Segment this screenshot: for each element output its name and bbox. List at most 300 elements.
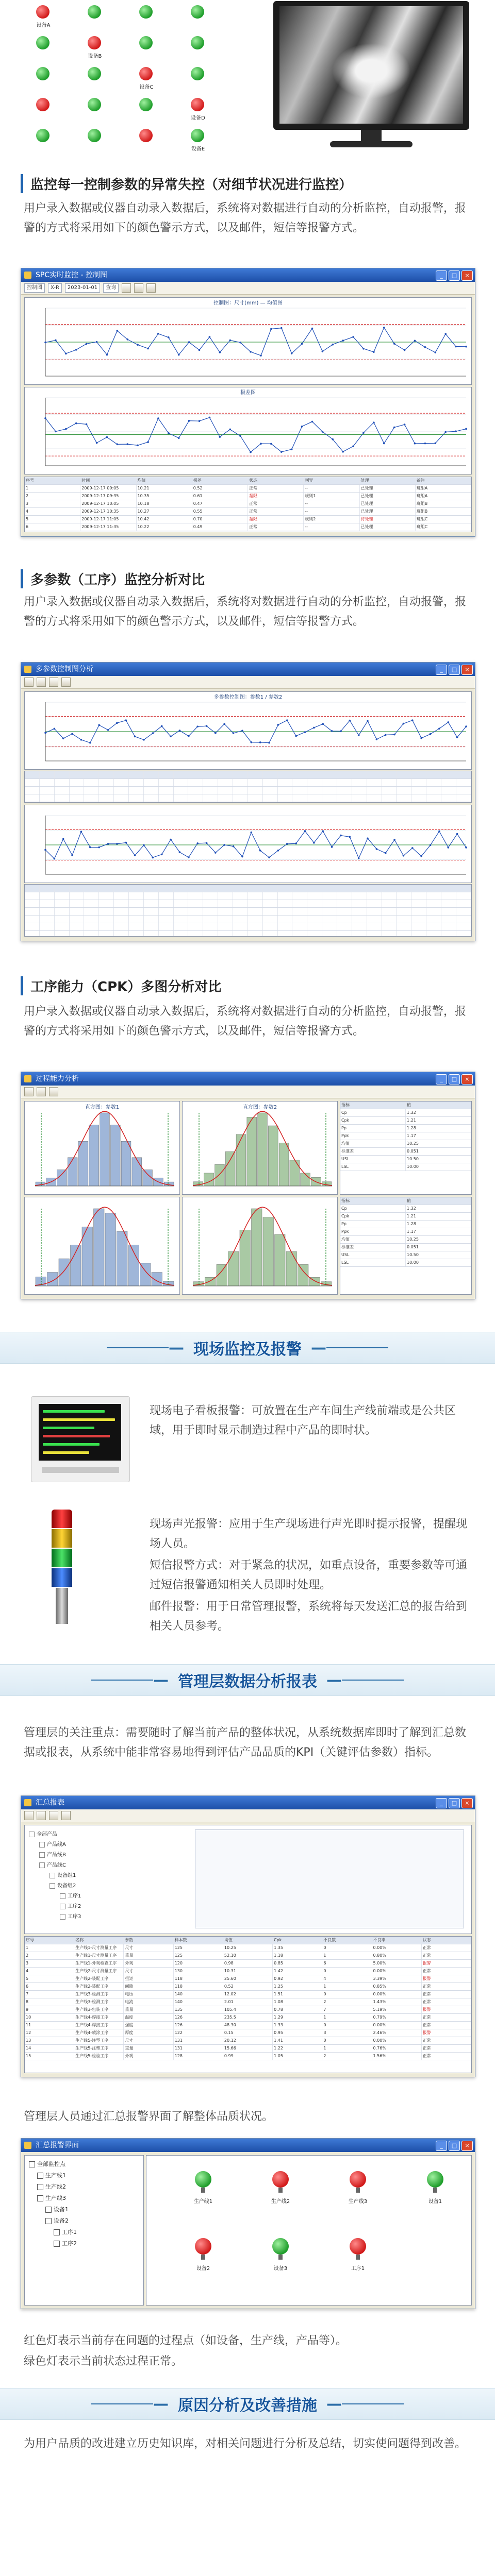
- grid-cell: [99, 923, 114, 930]
- chart-icon[interactable]: [49, 677, 58, 687]
- xbar-chart-panel: [24, 297, 472, 385]
- grid-cell: [55, 923, 70, 930]
- title-dash: —: [326, 2395, 342, 2413]
- tree-checkbox-item[interactable]: 生产线2: [37, 2182, 66, 2191]
- chart-title: 多参数控制图：参数1 / 参数2: [213, 694, 283, 700]
- data-point: [358, 857, 360, 859]
- table-row[interactable]: [25, 1952, 471, 1960]
- grid-cell: [382, 916, 397, 923]
- table-row[interactable]: [340, 1259, 471, 1267]
- grid-cell: [84, 916, 99, 923]
- grid-cell: [25, 787, 40, 794]
- data-point: [270, 328, 272, 330]
- column-header[interactable]: 时间: [80, 477, 136, 484]
- table-cell: 120: [174, 1960, 223, 1967]
- table-row[interactable]: [25, 2045, 471, 2053]
- grid-cell: [233, 787, 248, 794]
- filter-icon[interactable]: [49, 1811, 58, 1820]
- column-header[interactable]: 处理: [360, 477, 416, 484]
- grid-cell: [159, 892, 174, 900]
- alarm-line-2: 短信报警方式：对于紧急的状况，如重点设备，重要参数等可通过短信报警通知相关人员即时处理。: [150, 1559, 468, 1591]
- alarm-node[interactable]: [255, 2238, 306, 2290]
- grid-cell: [322, 931, 337, 937]
- grid-cell: [70, 916, 85, 923]
- table-cell: 5.19%: [372, 2006, 422, 2013]
- monitor-base: [330, 141, 412, 147]
- histogram-bar: [228, 1251, 239, 1286]
- data-point: [62, 738, 64, 740]
- grid-cell: [84, 923, 99, 930]
- data-point: [430, 733, 432, 735]
- data-point: [86, 343, 88, 345]
- open-icon[interactable]: [24, 677, 34, 687]
- table-row[interactable]: [25, 2006, 471, 2014]
- tree-item[interactable]: 设备组1: [50, 1871, 76, 1878]
- data-point: [75, 349, 77, 351]
- grid-cell: [352, 900, 367, 907]
- grid-cell: [25, 771, 40, 778]
- table-cell: 0.00%: [372, 1944, 422, 1952]
- table-cell: Ppk: [340, 1228, 406, 1235]
- column-header[interactable]: 指标: [340, 1197, 406, 1205]
- export-icon[interactable]: [61, 1811, 71, 1820]
- grid-cell: [263, 908, 278, 915]
- data-point: [444, 333, 447, 335]
- histogram-bar: [57, 1170, 67, 1186]
- grid-cell: [218, 923, 233, 930]
- table-row[interactable]: [25, 2014, 471, 2022]
- column-header[interactable]: 序号: [25, 1937, 74, 1944]
- table-cell: 0.47: [192, 500, 248, 507]
- grid-cell: [382, 787, 397, 794]
- table-cell: 0: [322, 2022, 372, 2029]
- table-cell: 强度: [124, 2022, 173, 2029]
- table-row[interactable]: [25, 1975, 471, 1983]
- tree-item[interactable]: 全部产品: [29, 1829, 57, 1837]
- tree-checkbox-item[interactable]: 设备2: [45, 2216, 69, 2225]
- grid-cell: [337, 916, 352, 923]
- table-row[interactable]: [25, 2037, 471, 2045]
- minimize-button[interactable]: _: [436, 665, 447, 675]
- column-header[interactable]: 均值: [137, 477, 192, 484]
- bulb-stem: [433, 2188, 437, 2193]
- grid-cell: [456, 923, 471, 930]
- table-cell: 0.00%: [372, 1991, 422, 1998]
- data-point: [44, 417, 46, 419]
- open-icon[interactable]: [24, 1811, 34, 1820]
- histogram-bar: [105, 1213, 116, 1286]
- table-cell: 0: [322, 2037, 372, 2044]
- close-button[interactable]: ×: [461, 1798, 473, 1808]
- table-cell: --: [304, 523, 359, 531]
- data-point: [55, 340, 57, 342]
- table-cell: 均值: [340, 1236, 406, 1243]
- grid-cell: [84, 900, 99, 907]
- led-line: [43, 1443, 100, 1446]
- table-row[interactable]: [340, 1140, 471, 1148]
- grid-cell: [292, 885, 307, 892]
- table-row[interactable]: [340, 1213, 471, 1221]
- table-row[interactable]: [340, 1109, 471, 1117]
- open-icon[interactable]: [24, 1087, 34, 1096]
- maximize-button[interactable]: □: [449, 1798, 460, 1808]
- status-bulb-red: [191, 98, 204, 111]
- data-point: [152, 732, 154, 734]
- grid-cell: [218, 794, 233, 802]
- data-point: [147, 441, 149, 443]
- grid-cell: [456, 931, 471, 937]
- data-point: [251, 741, 253, 743]
- multi-chart-2: [25, 805, 471, 883]
- table-cell: 8: [25, 1998, 74, 2006]
- data-point: [411, 719, 414, 721]
- tree-checkbox-item[interactable]: 生产线1: [37, 2171, 66, 2179]
- grid-cell: [292, 916, 307, 923]
- grid-cell: [263, 931, 278, 937]
- table-row[interactable]: [25, 493, 471, 500]
- table-cell: 正常: [422, 2045, 471, 2052]
- table-row[interactable]: [25, 1944, 471, 1952]
- table-row[interactable]: [340, 1221, 471, 1228]
- spc-control-chart-window: [21, 268, 475, 537]
- alarm-node[interactable]: [177, 2171, 229, 2223]
- grid-cell: [307, 900, 322, 907]
- table-row[interactable]: [340, 1244, 471, 1251]
- minimize-button[interactable]: _: [436, 2141, 447, 2151]
- section-title-text: 管理层数据分析报表: [178, 1673, 317, 1691]
- tree-item[interactable]: 工序2: [60, 1902, 81, 1909]
- table-row[interactable]: [25, 2022, 471, 2029]
- minimize-button[interactable]: _: [436, 270, 447, 281]
- export-icon[interactable]: [146, 283, 156, 293]
- grid-cell: [40, 916, 55, 923]
- tree-checkbox-item[interactable]: 设备1: [45, 2205, 69, 2213]
- table-row[interactable]: [25, 1960, 471, 1968]
- table-row[interactable]: [340, 1236, 471, 1244]
- save-icon[interactable]: [37, 1811, 46, 1820]
- table-row[interactable]: [25, 1991, 471, 1998]
- grid-cell: [411, 916, 426, 923]
- maximize-button[interactable]: □: [449, 665, 460, 675]
- grid-cell: [352, 771, 367, 778]
- data-point: [385, 734, 387, 736]
- tower-green-light: [52, 1549, 72, 1567]
- tree-checkbox-item[interactable]: 工序2: [54, 2239, 77, 2247]
- table-row[interactable]: [25, 1983, 471, 1991]
- alarm-node[interactable]: [177, 2238, 229, 2290]
- table-row[interactable]: [25, 485, 471, 493]
- table-cell: 待处理: [360, 516, 416, 523]
- data-point: [199, 420, 201, 422]
- app-icon: [24, 1075, 31, 1082]
- grid-cell: [233, 931, 248, 937]
- minimize-button[interactable]: _: [436, 1798, 447, 1808]
- table-cell: 10.18: [137, 500, 192, 507]
- grid-cell: [426, 779, 441, 786]
- led-line: [43, 1451, 89, 1454]
- table-cell: 3: [25, 1960, 74, 1967]
- table-cell: 0.85: [273, 1960, 322, 1967]
- root-cause-para: 为用户品质的改进建立历史知识库，对相关问题进行分析及总结，切实使问题得到改善。: [24, 2437, 467, 2450]
- tree-item[interactable]: 设备组2: [50, 1881, 76, 1889]
- grid-cell: [248, 794, 263, 802]
- table-row[interactable]: [25, 508, 471, 516]
- tree-item[interactable]: 产品线C: [39, 1860, 66, 1868]
- grid-cell: [114, 908, 129, 915]
- refresh-icon[interactable]: [122, 283, 131, 293]
- print-icon[interactable]: [49, 1087, 58, 1096]
- query-button[interactable]: 查询: [103, 283, 119, 293]
- table-cell: 11: [25, 2022, 74, 2029]
- grid-cell: [218, 787, 233, 794]
- grid-cell: [99, 794, 114, 802]
- grid-cell: [411, 931, 426, 937]
- column-header[interactable]: 判异: [304, 477, 359, 484]
- column-header[interactable]: Cpk: [273, 1937, 322, 1944]
- grid-cell: [352, 931, 367, 937]
- table-cell: 10.50: [406, 1251, 471, 1259]
- data-point: [161, 854, 163, 856]
- grid-cell: [397, 923, 411, 930]
- grid-cell: [55, 771, 70, 778]
- table-cell: 12.02: [223, 1991, 273, 1998]
- table-row[interactable]: [340, 1125, 471, 1132]
- grid-cell: [441, 779, 456, 786]
- column-header[interactable]: 指标: [340, 1101, 406, 1109]
- grid-cell: [174, 779, 189, 786]
- grid-cell: [307, 892, 322, 900]
- data-point: [241, 730, 243, 732]
- status-bulb-green: [139, 98, 153, 111]
- data-point: [349, 836, 351, 838]
- tree-item[interactable]: 产品线B: [39, 1850, 66, 1858]
- grid-cell: [129, 794, 144, 802]
- table-row[interactable]: [340, 1132, 471, 1140]
- table-row[interactable]: [340, 1148, 471, 1156]
- data-point: [233, 845, 235, 848]
- grid-cell: [411, 779, 426, 786]
- table-row[interactable]: [340, 1251, 471, 1259]
- table-cell: 1.17: [406, 1132, 471, 1140]
- chart-subtype-select[interactable]: X-R: [48, 283, 62, 293]
- tree-item[interactable]: 工序1: [60, 1891, 81, 1899]
- maximize-button[interactable]: □: [449, 2141, 460, 2151]
- column-header[interactable]: 备注: [416, 477, 471, 484]
- data-point: [179, 851, 181, 853]
- table-cell: 0.70: [192, 516, 248, 523]
- table-row[interactable]: [340, 1228, 471, 1236]
- grid-cell: [203, 900, 218, 907]
- table-cell: 生产线4-焊接工序: [74, 2022, 124, 2029]
- data-point: [259, 741, 261, 743]
- save-icon[interactable]: [37, 1087, 46, 1096]
- cpk-stats-table: [340, 1101, 472, 1195]
- print-icon[interactable]: [134, 283, 143, 293]
- column-header[interactable]: 参数: [124, 1937, 173, 1944]
- data-point: [54, 858, 56, 860]
- close-button[interactable]: ×: [461, 665, 473, 675]
- column-header[interactable]: 序号: [25, 477, 80, 484]
- led-screen: [39, 1404, 121, 1461]
- status-bulb-green: [36, 67, 50, 80]
- table-cell: 正常: [248, 500, 304, 507]
- grid-cell: [114, 923, 129, 930]
- grid-cell: [248, 931, 263, 937]
- maximize-button[interactable]: □: [449, 1074, 460, 1084]
- grid-cell: [188, 779, 203, 786]
- data-point: [376, 848, 378, 850]
- alarm-bulb-red: [350, 2171, 366, 2188]
- table-row[interactable]: [25, 1968, 471, 1975]
- table-cell: 正常: [422, 2022, 471, 2029]
- date-input[interactable]: 2023-01-01: [65, 283, 100, 293]
- table-cell: 10.25: [223, 1944, 273, 1952]
- column-header[interactable]: 极差: [192, 477, 248, 484]
- maximize-button[interactable]: □: [449, 270, 460, 281]
- table-cell: 0.99: [223, 2053, 273, 2060]
- close-button[interactable]: ×: [461, 2141, 473, 2151]
- histogram-bar: [121, 1141, 131, 1186]
- data-point: [280, 451, 283, 453]
- table-row[interactable]: [340, 1163, 471, 1171]
- grid-cell: [263, 885, 278, 892]
- grid-cell: [188, 885, 203, 892]
- tree-checkbox-item[interactable]: 工序1: [54, 2228, 77, 2236]
- column-header[interactable]: 名称: [74, 1937, 124, 1944]
- tree-checkbox-item[interactable]: 全部监控点: [29, 2160, 65, 2168]
- alarm-node[interactable]: [255, 2171, 306, 2223]
- grid-cell: [441, 771, 456, 778]
- alarm-node[interactable]: [332, 2238, 384, 2290]
- table-row[interactable]: [25, 523, 471, 531]
- grid-cell: [174, 892, 189, 900]
- table-cell: 重量: [124, 1952, 173, 1959]
- grid-cell: [322, 794, 337, 802]
- save-icon[interactable]: [37, 677, 46, 687]
- table-cell: 1.22: [273, 2045, 322, 2052]
- column-header[interactable]: 状态: [248, 477, 304, 484]
- table-row[interactable]: [340, 1205, 471, 1213]
- data-point: [98, 724, 100, 726]
- column-header[interactable]: 状态: [422, 1937, 471, 1944]
- grid-cell: [84, 908, 99, 915]
- close-button[interactable]: ×: [461, 1074, 473, 1084]
- table-cell: 外观: [124, 2053, 173, 2060]
- table-row[interactable]: [25, 516, 471, 523]
- grid-cell: [352, 779, 367, 786]
- column-header[interactable]: 不良率: [372, 1937, 422, 1944]
- table-cell: 2009-12-17 10:35: [80, 508, 136, 515]
- print-icon[interactable]: [61, 677, 71, 687]
- alarm-node[interactable]: [409, 2171, 461, 2223]
- data-point: [404, 349, 406, 351]
- alarm-bulb-red: [272, 2171, 289, 2188]
- data-point: [168, 336, 170, 338]
- table-row[interactable]: [340, 1117, 471, 1125]
- chart-type-select[interactable]: 控制图: [24, 283, 45, 293]
- table-cell: 0.78: [273, 2006, 322, 2013]
- data-point: [219, 436, 221, 438]
- app-icon: [24, 666, 31, 673]
- table-row[interactable]: [25, 1998, 471, 2006]
- column-header[interactable]: 不良数: [322, 1937, 372, 1944]
- grid-cell: [203, 892, 218, 900]
- table-cell: 温度: [124, 2014, 173, 2021]
- grid-cell: [218, 900, 233, 907]
- grid-cell: [114, 900, 129, 907]
- table-row[interactable]: [25, 2053, 471, 2060]
- grid-cell: [233, 892, 248, 900]
- grid-cell: [40, 892, 55, 900]
- grid-cell: [40, 794, 55, 802]
- data-point: [259, 850, 261, 852]
- table-cell: 1.51: [273, 1991, 322, 1998]
- close-button[interactable]: ×: [461, 270, 473, 281]
- column-header[interactable]: 均值: [223, 1937, 273, 1944]
- window-toolbar: [21, 282, 475, 295]
- table-cell: 1: [322, 2045, 372, 2052]
- column-header[interactable]: 值: [406, 1197, 471, 1205]
- grid-cell: [70, 787, 85, 794]
- table-row[interactable]: [340, 1156, 471, 1163]
- data-point: [332, 344, 334, 346]
- column-header[interactable]: 样本数: [174, 1937, 223, 1944]
- alarm-node[interactable]: [332, 2171, 384, 2223]
- section-title-onsite: [0, 1332, 495, 1364]
- table-cell: 52.10: [223, 1952, 273, 1959]
- chart-title: 控制图：尺寸(mm) — 均值图: [213, 300, 283, 306]
- table-cell: 0.00%: [372, 2022, 422, 2029]
- grid-cell: [114, 794, 129, 802]
- status-tree-top: [21, 0, 258, 155]
- grid-row: [25, 771, 471, 779]
- histogram-3: [25, 1197, 179, 1294]
- grid-cell: [144, 771, 159, 778]
- data-point: [239, 342, 241, 344]
- table-cell: 0.52: [223, 1983, 273, 1990]
- grid-cell: [456, 771, 471, 778]
- table-header-row: [25, 1937, 471, 1944]
- window-titlebar: [21, 663, 475, 676]
- table-row[interactable]: [25, 2029, 471, 2037]
- section-para-multi: 用户录入数据或仪器自动录入数据后，系统将对数据进行自动的分析监控，自动报警，报警的方式将采用如下的颜色警示方式，以及邮件，短信等报警方式。: [24, 596, 467, 628]
- data-point: [268, 856, 270, 858]
- minimize-button[interactable]: _: [436, 1074, 447, 1084]
- tree-checkbox-item[interactable]: 生产线3: [37, 2194, 66, 2202]
- table-row[interactable]: [25, 500, 471, 508]
- grid-cell: [337, 900, 352, 907]
- tree-item[interactable]: 工序3: [60, 1912, 81, 1920]
- normal-curve: [193, 1207, 332, 1285]
- column-header[interactable]: 值: [406, 1101, 471, 1109]
- window-title: 过程能力分析: [36, 1075, 79, 1083]
- grid-cell: [397, 787, 411, 794]
- grid-cell: [382, 923, 397, 930]
- grid-cell: [203, 923, 218, 930]
- histogram-bar: [290, 1160, 300, 1186]
- table-cell: 1.28: [406, 1125, 471, 1132]
- table-cell: 0.00%: [372, 1968, 422, 1975]
- grid-cell: [25, 779, 40, 786]
- bulb-stem: [278, 2255, 283, 2260]
- tree-item[interactable]: 产品线A: [39, 1840, 66, 1848]
- table-cell: 2: [25, 493, 80, 500]
- table-cell: 报警: [422, 2006, 471, 2013]
- monitor-screen: [279, 6, 463, 124]
- tower-red-light: [52, 1510, 72, 1528]
- grid-cell: [426, 931, 441, 937]
- data-point: [209, 417, 211, 419]
